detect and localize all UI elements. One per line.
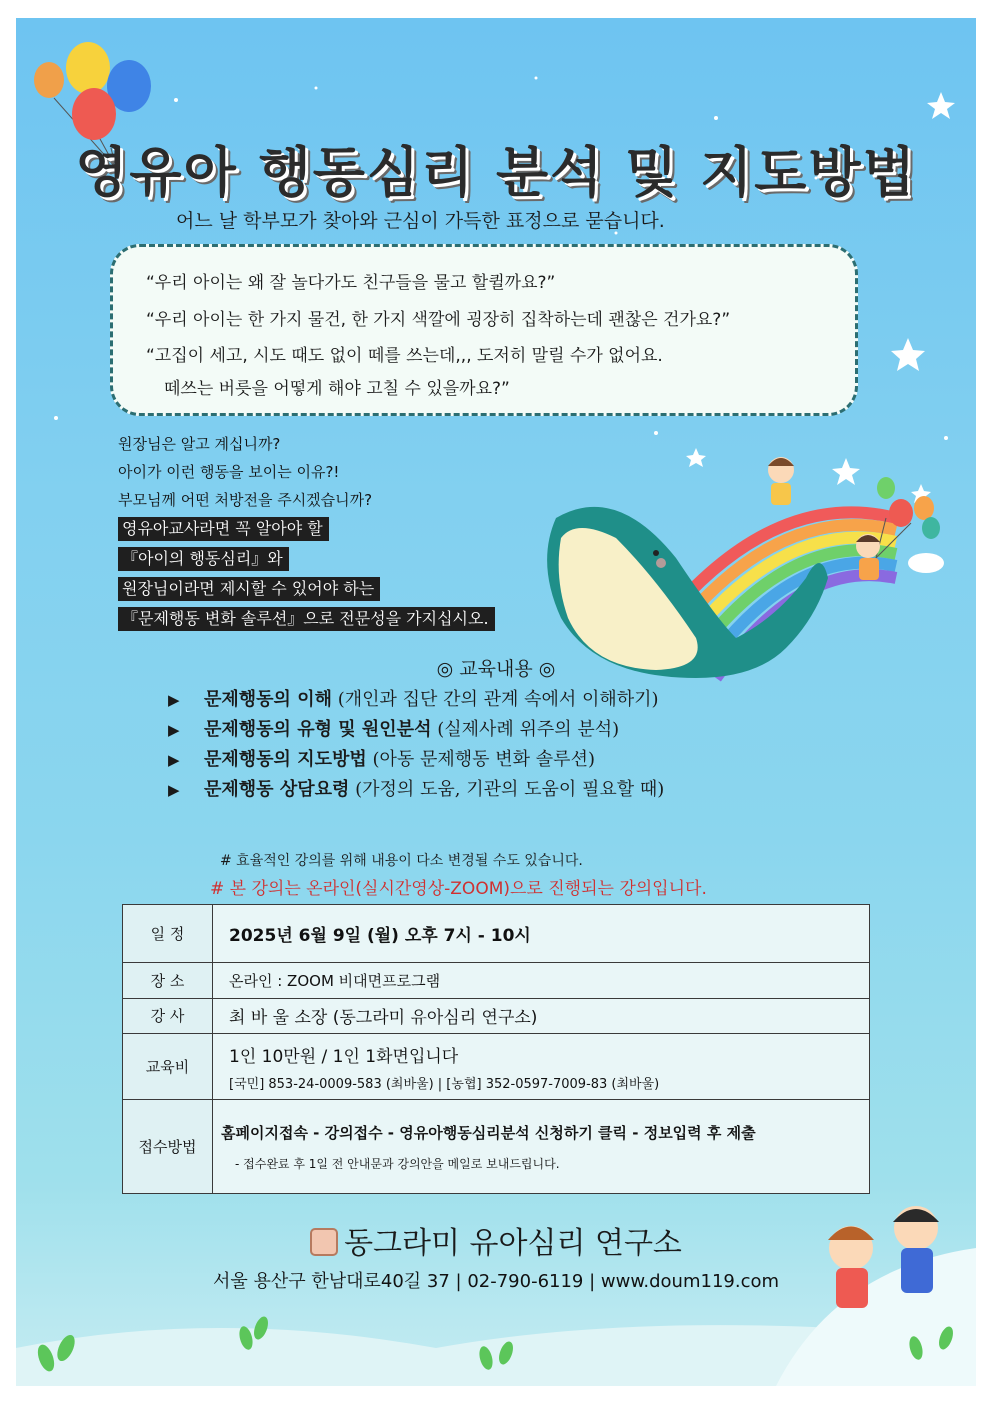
apply-value: 홈페이지접속 - 강의접수 - 영유아행동심리분석 신청하기 클릭 - 정보입력 후 제출 (221, 1123, 756, 1142)
triangle-bullet-icon: ▶ (168, 691, 180, 709)
content-item (168, 685, 659, 711)
poster-subtitle: 어느 날 학부모가 찾아와 근심이 가득한 표정으로 묻습니다. (176, 210, 665, 232)
apply-cell (213, 1100, 870, 1194)
quote-line: “우리 아이는 한 가지 물건, 한 가지 색깔에 굉장히 집착하는데 괜찮은 건가요?” (146, 310, 731, 330)
triangle-bullet-icon: ▶ (168, 781, 180, 799)
triangle-bullet-icon: ▶ (168, 721, 180, 739)
content-item-title: 문제행동의 지도방법 (204, 749, 367, 770)
content-item (168, 715, 619, 741)
apply-label: 접수방법 (123, 1100, 213, 1194)
online-note: # 본 강의는 온라인(실시간영상-ZOOM)으로 진행되는 강의입니다. (210, 879, 707, 899)
poster-title: 영유아 행동심리 분석 및 지도방법 (75, 141, 917, 204)
content-item-detail: (실제사례 위주의 분석) (437, 719, 620, 740)
fee-value: 1인 10만원 / 1인 1화면입니다 (229, 1046, 459, 1067)
quote-line: 떼쓰는 버릇을 어떻게 해야 고칠 수 있을까요?” (164, 379, 510, 399)
fee-label: 교육비 (123, 1033, 213, 1100)
info-table (122, 904, 870, 1194)
content-item (168, 775, 664, 801)
question-line: 부모님께 어떤 처방전을 주시겠습니까? (118, 491, 373, 509)
quote-line: “고집이 세고, 시도 때도 없이 떼를 쓰는데,,, 도저히 말릴 수가 없어요. (146, 346, 663, 366)
content-item-detail: (가정의 도움, 기관의 도움이 필요할 때) (355, 779, 665, 800)
content-item-title: 문제행동의 이해 (204, 689, 332, 710)
organization-name-text: 동그라미 유아심리 연구소 (344, 1226, 682, 1261)
content-heading: ◎ 교육내용 ◎ (436, 658, 556, 680)
content-item-title: 문제행동의 유형 및 원인분석 (204, 719, 432, 740)
highlight-line: 원장님이라면 제시할 수 있어야 하는 (118, 577, 380, 601)
content-item (168, 745, 595, 771)
fee-cell (213, 1033, 870, 1100)
apply-note: - 접수완료 후 1일 전 안내문과 강의안을 메일로 보내드립니다. (235, 1156, 560, 1171)
highlight-line: 『아이의 행동심리』와 (118, 547, 289, 571)
question-line: 아이가 이런 행동을 보이는 이유?! (118, 463, 340, 481)
highlight-line: 영유아교사라면 꼭 알아야 할 (118, 517, 329, 541)
content-item-detail: (개인과 집단 간의 관계 속에서 이해하기) (337, 689, 659, 710)
organization-name (16, 1218, 976, 1262)
content-item-title: 문제행동 상담요령 (204, 779, 350, 800)
schedule-value: 2025년 6월 9일 (월) 오후 7시 - 10시 (213, 905, 870, 963)
lecturer-label: 강 사 (123, 998, 213, 1033)
table-row (123, 1033, 870, 1100)
table-row (123, 963, 870, 998)
table-row (123, 905, 870, 963)
logo-icon (310, 1228, 338, 1256)
fee-account: [국민] 853-24-0009-583 (최바울) | [농협] 352-0597-7009-83 (최바울) (229, 1076, 660, 1092)
table-row (123, 1100, 870, 1194)
question-line: 원장님은 알고 계십니까? (118, 435, 281, 453)
place-label: 장 소 (123, 963, 213, 998)
schedule-label: 일 정 (123, 905, 213, 963)
poster (16, 18, 976, 1386)
lecturer-value: 최 바 울 소장 (동그라미 유아심리 연구소) (213, 998, 870, 1033)
triangle-bullet-icon: ▶ (168, 751, 180, 769)
content-item-detail: (아동 문제행동 변화 솔루션) (372, 749, 595, 770)
place-value: 온라인 : ZOOM 비대면프로그램 (213, 963, 870, 998)
quote-line: “우리 아이는 왜 잘 놀다가도 친구들을 물고 할퀼까요?” (146, 273, 556, 293)
change-note: # 효율적인 강의를 위해 내용이 다소 변경될 수도 있습니다. (220, 853, 583, 869)
table-row (123, 998, 870, 1033)
child-on-rainbow-illustration (768, 457, 794, 505)
highlight-line: 『문제행동 변화 솔루션』으로 전문성을 가지십시오. (118, 607, 495, 631)
address-line: 서울 용산구 한남대로40길 37 | 02-790-6119 | www.doum119.com (212, 1271, 780, 1292)
